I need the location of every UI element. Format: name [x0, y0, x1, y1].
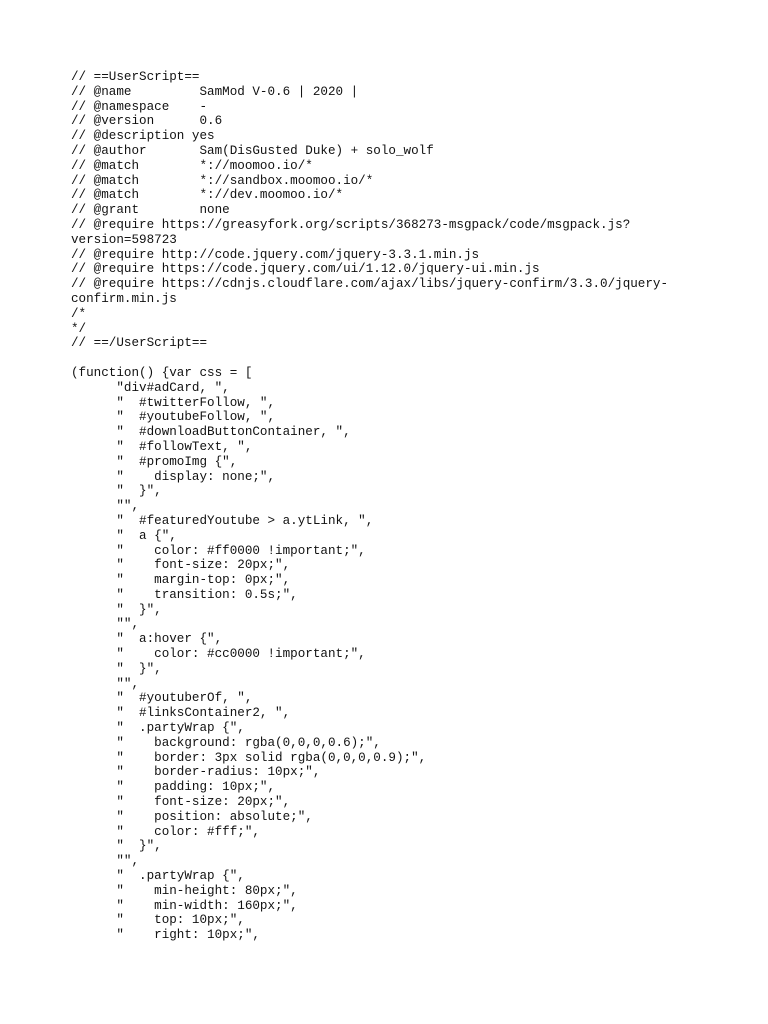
code-line: " color: #cc0000 !important;",	[71, 647, 366, 662]
code-line: " #downloadButtonContainer, ",	[71, 425, 351, 440]
code-line: // @require http://code.jquery.com/jquery-3.3.1.min.js	[71, 247, 480, 262]
code-line: // ==UserScript==	[71, 70, 200, 84]
code-line: " #youtuberOf, ",	[71, 691, 253, 706]
code-line: // @author Sam(DisGusted Duke) + solo_wolf	[71, 143, 434, 158]
code-line: " #linksContainer2, ",	[71, 706, 291, 721]
code-line: " color: #fff;",	[71, 824, 260, 839]
code-listing	[71, 70, 751, 943]
code-line: // @match *://dev.moomoo.io/*	[71, 188, 344, 203]
code-line: " min-width: 160px;",	[71, 898, 298, 913]
code-line: " display: none;",	[71, 469, 276, 484]
code-line: // @version 0.6	[71, 114, 223, 129]
code-line: // @match *://moomoo.io/*	[71, 158, 313, 173]
code-line: " transition: 0.5s;",	[71, 587, 298, 602]
code-line: " }",	[71, 661, 162, 676]
code-line: " a {",	[71, 528, 177, 543]
code-line: " border: 3px solid rgba(0,0,0,0.9);",	[71, 750, 427, 765]
code-line: "",	[71, 499, 140, 514]
code-line: /*	[71, 306, 87, 321]
code-line: " }",	[71, 602, 162, 617]
code-line	[71, 351, 751, 366]
code-line: " }",	[71, 839, 162, 854]
code-line: " background: rgba(0,0,0,0.6);",	[71, 735, 381, 750]
code-line: "",	[71, 617, 140, 632]
code-line: (function() {var css = [	[71, 365, 253, 380]
code-line: confirm.min.js	[71, 291, 177, 306]
code-line: " }",	[71, 484, 162, 499]
code-line: " #youtubeFollow, ",	[71, 410, 276, 425]
code-line: // @require https://code.jquery.com/ui/1.12.0/jquery-ui.min.js	[71, 262, 540, 277]
code-line: // @description yes	[71, 129, 215, 144]
code-line: " #promoImg {",	[71, 454, 238, 469]
code-line: // ==/UserScript==	[71, 336, 208, 351]
code-line: "",	[71, 854, 140, 869]
code-line: " .partyWrap {",	[71, 869, 245, 884]
code-line: // @grant none	[71, 203, 230, 218]
code-line: " #featuredYoutube > a.ytLink, ",	[71, 513, 374, 528]
code-line: " border-radius: 10px;",	[71, 765, 321, 780]
code-line: version=598723	[71, 232, 177, 247]
code-line: " right: 10px;",	[71, 928, 260, 943]
code-line: // @require https://greasyfork.org/scripts/368273-msgpack/code/msgpack.js?	[71, 217, 631, 232]
code-line: // @match *://sandbox.moomoo.io/*	[71, 173, 374, 188]
code-line: " #followText, ",	[71, 439, 253, 454]
code-line: " margin-top: 0px;",	[71, 573, 291, 588]
code-line: " padding: 10px;",	[71, 780, 276, 795]
code-line: // @name SamMod V-0.6 | 2020 |	[71, 84, 359, 99]
code-line: */	[71, 321, 87, 336]
code-line: " a:hover {",	[71, 632, 223, 647]
code-line: " color: #ff0000 !important;",	[71, 543, 366, 558]
code-line: " font-size: 20px;",	[71, 558, 291, 573]
code-line: // @require https://cdnjs.cloudflare.com/ajax/libs/jquery-confirm/3.3.0/jquery-	[71, 277, 669, 292]
code-line: " min-height: 80px;",	[71, 883, 298, 898]
code-line: " position: absolute;",	[71, 809, 313, 824]
code-line: " top: 10px;",	[71, 913, 245, 928]
code-line: // @namespace -	[71, 99, 208, 114]
code-line: " #twitterFollow, ",	[71, 395, 276, 410]
code-line: " .partyWrap {",	[71, 721, 245, 736]
code-line: "",	[71, 676, 140, 691]
code-line: " font-size: 20px;",	[71, 795, 291, 810]
code-line: "div#adCard, ",	[71, 380, 230, 395]
